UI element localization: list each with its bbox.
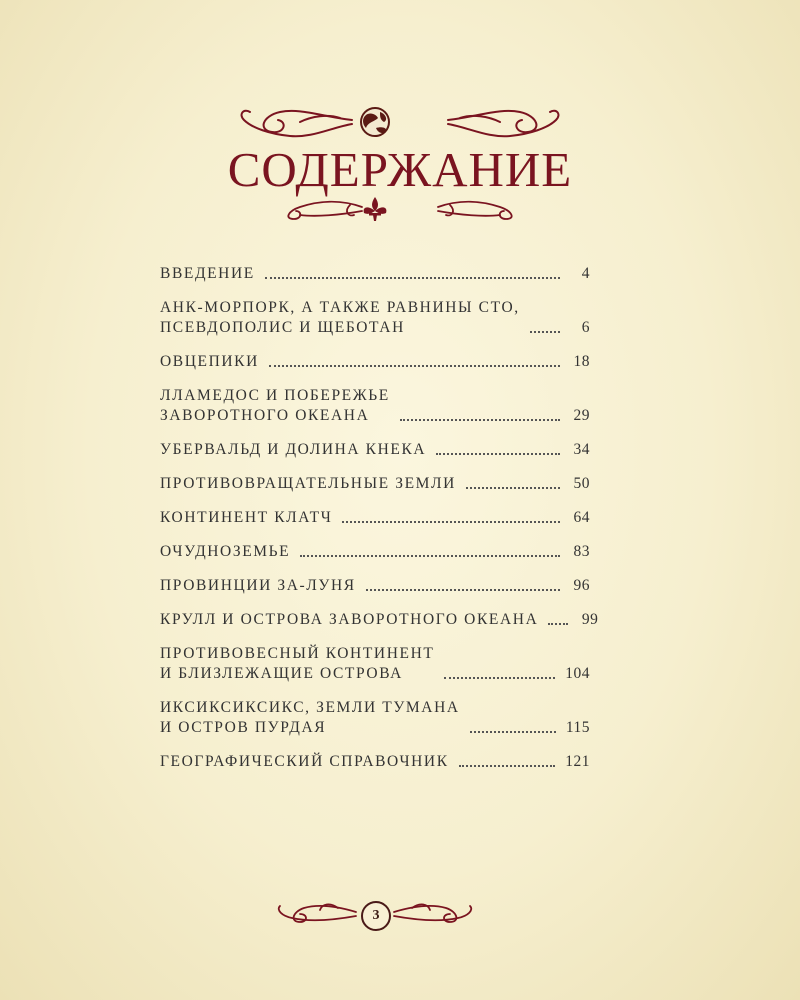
toc-entry [160,474,590,494]
toc-entry-title [160,644,434,684]
toc-entry [160,644,590,684]
toc-page-number: 115 [565,719,590,736]
toc-entry-title [160,440,426,460]
dot-leader [530,331,560,333]
toc-entry [160,352,590,372]
toc-entry-line: ОВЦЕПИКИ [160,353,259,370]
toc-entry-line: И ОСТРОВ ПУРДАЯ [160,719,327,736]
dot-leader [342,521,560,523]
toc-entry [160,576,590,596]
table-of-contents [160,264,599,772]
toc-entry-line: ПРОВИНЦИИ ЗА-ЛУНЯ [160,577,356,594]
toc-entry-line: ПРОТИВОВЕСНЫЙ КОНТИНЕНТ [160,645,435,662]
dot-leader [400,419,560,421]
globe-icon [361,108,389,136]
toc-entry-line: ВВЕДЕНИЕ [160,265,255,282]
toc-entry-title [160,352,259,372]
toc-entry-line: КОНТИНЕНТ КЛАТЧ [160,509,333,526]
toc-entry-line: УБЕРВАЛЬД И ДОЛИНА КНЕКА [160,441,427,458]
dot-leader [269,365,560,367]
dot-leader [548,623,568,625]
toc-entry-line: ПРОТИВОВРАЩАТЕЛЬНЫЕ ЗЕМЛИ [160,475,456,492]
toc-entry [160,610,599,630]
dot-leader [459,765,556,767]
toc-entry [160,264,590,284]
toc-entry-title [160,508,332,528]
flourish-swirl-icon [0,888,800,940]
toc-entry-line: АНК-МОРПОРК, А ТАКЖЕ РАВНИНЫ СТО, [160,299,520,316]
toc-entry-title [160,752,449,772]
dot-leader [300,555,560,557]
dot-leader [470,731,556,733]
toc-entry-title [160,610,538,630]
toc-entry-title [160,474,456,494]
toc-page-number: 99 [581,611,599,628]
toc-entry [160,440,590,460]
toc-entry-line: ГЕОГРАФИЧЕСКИЙ СПРАВОЧНИК [160,753,449,770]
toc-entry-line: ОЧУДНОЗЕМЬЕ [160,543,291,560]
toc-entry-line: ЛЛАМЕДОС И ПОБЕРЕЖЬЕ [160,387,390,404]
toc-entry-title [160,264,255,284]
toc-entry-line: ПСЕВДОПОЛИС И ЩЕБОТАН [160,319,405,336]
toc-entry-title [160,386,390,426]
toc-entry [160,508,590,528]
toc-entry-title [160,576,356,596]
toc-page-number: 29 [573,407,590,424]
dot-leader [366,589,560,591]
toc-entry [160,298,590,338]
page-title: СОДЕРЖАНИЕ [227,142,573,197]
toc-page-number: 4 [581,265,590,282]
toc-entry-line: И БЛИЗЛЕЖАЩИЕ ОСТРОВА [160,665,403,682]
toc-entry [160,752,590,772]
toc-page-number: 34 [573,441,590,458]
toc-page-number: 50 [573,475,590,492]
toc-page-number: 64 [573,509,590,526]
toc-page-number: 104 [565,665,590,682]
dot-leader [436,453,560,455]
toc-entry-title [160,542,290,562]
toc-page-number: 121 [565,753,590,770]
dot-leader [265,277,560,279]
dot-leader [444,677,555,679]
dot-leader [466,487,560,489]
fleur-de-lis-icon [0,193,800,225]
toc-entry [160,542,590,562]
toc-entry-line: КРУЛЛ И ОСТРОВА ЗАВОРОТНОГО ОКЕАНА [160,611,539,628]
toc-entry-line: ЗАВОРОТНОГО ОКЕАНА [160,407,370,424]
toc-page-number: 83 [573,543,590,560]
toc-page-number: 96 [573,577,590,594]
toc-entry [160,698,590,738]
page-number-badge: 3 [361,901,391,931]
toc-page-number: 6 [581,319,590,336]
toc-entry-title [160,298,520,338]
toc-page-number: 18 [573,353,590,370]
toc-entry-line: ИКСИКСИКСИКС, ЗЕМЛИ ТУМАНА [160,699,460,716]
toc-entry [160,386,590,426]
toc-entry-title [160,698,460,738]
